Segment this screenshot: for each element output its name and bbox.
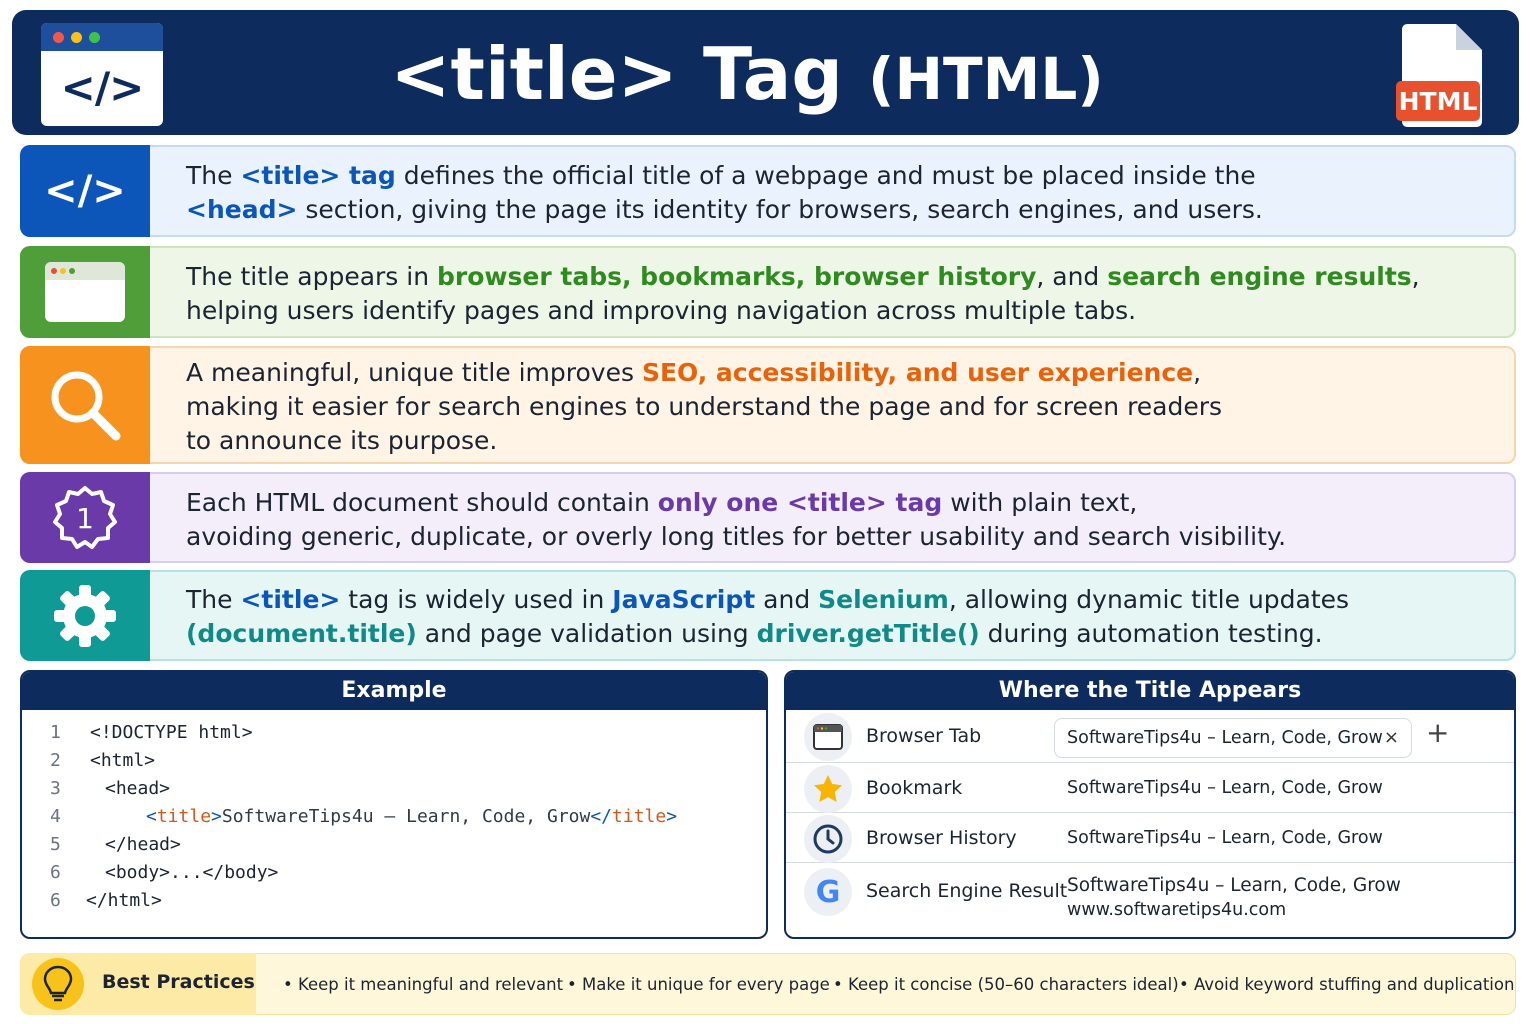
yellow-dot-icon [71,32,82,43]
info-text [186,260,1420,328]
text-seg: , allowing dynamic title updates [948,585,1350,614]
code-seg: < [146,806,157,827]
text-line: to announce its purpose. [186,426,498,455]
best-practice-item: • Keep it concise (50–60 characters ideal) [833,975,1179,994]
text-seg: and page validation using [416,619,757,648]
line-number: 2 [50,750,61,771]
code-text: </head> [105,834,181,855]
where-label: Bookmark [866,777,963,799]
star-svg [812,773,844,805]
highlight-seg: search engine results [1107,262,1412,291]
text-line: avoiding generic, duplicate, or overly long titles for better usability and search visibility. [186,522,1287,551]
best-practice-item: • Make it unique for every page [567,975,830,994]
one-badge-icon [20,472,150,563]
where-label: Browser History [866,827,1017,849]
highlight-seg: only one <title> tag [657,488,943,517]
highlight-seg: SEO, accessibility, and user experience [641,358,1194,387]
gear-icon [20,570,150,661]
code-icon-glyph: </> [44,168,126,214]
html-file-icon [1396,24,1482,127]
highlight-seg: <title> [240,585,341,614]
best-practices-title: Best Practices [102,971,255,993]
info-row-seo [20,346,1516,464]
page-title-paren: (HTML) [868,45,1104,113]
code-text: </html> [86,890,162,911]
code-seg: </ [590,806,613,827]
where-label: Search Engine Result [866,880,1068,902]
highlight-seg: browser tabs, bookmarks, browser history [437,262,1037,291]
best-practices-bar [20,953,1516,1015]
browser-tab-icon [804,713,852,761]
serp-title-link[interactable]: SoftwareTips4u – Learn, Code, Grow [1067,875,1401,896]
code-seg: title [612,806,667,827]
one-badge-number: 1 [76,501,94,535]
line-number: 5 [50,834,61,855]
green-dot-icon [89,32,100,43]
code-text: <html> [90,750,156,771]
where-row-browser-tab [786,710,1514,763]
star-icon [804,765,852,813]
red-dot-icon [53,32,64,43]
code-text: <!DOCTYPE html> [90,722,253,743]
code-text [146,806,677,827]
browser-window-svg [44,261,126,323]
highlight-seg: JavaScript [612,585,756,614]
text-seg: A meaningful, unique title improves [186,358,642,387]
info-row-where-title-appears [20,246,1516,338]
text-seg: section, giving the page its identity for browsers, search engines, and users. [297,195,1263,224]
line-number: 3 [50,778,61,799]
info-row-title-definition [20,145,1516,237]
text-seg: Each HTML document should contain [186,488,658,517]
window-titlebar [41,23,163,51]
best-practice-item: • Avoid keyword stuffing and duplication [1179,975,1515,994]
info-text [186,486,1364,554]
code-text: <body>...</body> [105,862,279,883]
highlight-seg: Selenium [818,585,949,614]
highlight-seg: (document.title) [186,619,417,648]
text-seg: , [1411,262,1420,291]
line-number: 6 [50,890,61,911]
clock-icon [804,815,852,863]
code-seg: title [156,806,212,827]
tab-close-icon[interactable]: × [1383,727,1399,748]
clock-svg [812,823,844,855]
search-icon [20,346,150,464]
browser-tab-preview[interactable] [1054,718,1412,758]
one-badge-svg [52,485,118,551]
text-seg: defines the official title of a webpage and must be placed inside the [395,161,1256,190]
text-seg: during automation testing. [979,619,1323,648]
lightbulb-svg [43,965,73,1003]
example-heading: Example [22,672,766,710]
file-badge-label: HTML [1398,87,1478,116]
where-heading: Where the Title Appears [786,672,1514,710]
where-label: Browser Tab [866,725,982,747]
best-practice-item: • Keep it meaningful and relevant [283,975,564,994]
text-line: making it easier for search engines to understand the page and for screen readers [186,392,1223,421]
page-title [312,32,1182,116]
text-seg: with plain text, [942,488,1138,517]
where-row-history [786,813,1514,863]
line-number: 1 [50,722,61,743]
page-title-main: <title> Tag [390,32,843,116]
search-svg [48,368,122,442]
example-panel [20,670,768,939]
best-practices-label-area [20,953,256,1015]
line-number: 6 [50,862,61,883]
info-row-only-one [20,472,1516,563]
where-row-bookmark [786,763,1514,813]
text-line: helping users identify pages and improving navigation across multiple tabs. [186,296,1137,325]
code-symbol: </> [60,63,144,112]
where-panel [784,670,1516,939]
where-value: SoftwareTips4u – Learn, Code, Grow [1067,828,1383,848]
google-icon [804,868,852,916]
where-value: SoftwareTips4u – Learn, Code, Grow [1067,778,1383,798]
text-seg: The [186,161,241,190]
gear-svg [52,583,118,649]
where-row-search-result [786,863,1514,939]
text-seg: , and [1036,262,1108,291]
code-window-icon [41,23,163,126]
info-row-automation [20,570,1516,661]
info-text [186,583,1364,651]
browser-window-icon [20,246,150,338]
text-seg: and [755,585,819,614]
code-seg: > [666,806,678,827]
code-icon [20,145,150,237]
line-number: 4 [50,806,61,827]
info-text [186,356,1364,458]
text-seg: The title appears in [186,262,438,291]
browser-tab-svg [813,724,843,750]
highlight-seg: driver.getTitle() [756,619,980,648]
text-seg: The [186,585,241,614]
info-text [186,159,1364,227]
code-seg: SoftwareTips4u – Learn, Code, Grow [221,806,591,827]
highlight-seg: <title> tag [240,161,396,190]
highlight-seg: <head> [186,195,298,224]
text-seg: , [1193,358,1202,387]
code-text: <head> [105,778,171,799]
google-g-glyph: G [815,874,841,910]
where-list [786,710,1514,937]
new-tab-plus-icon[interactable]: + [1426,716,1450,749]
lightbulb-icon [32,958,84,1010]
serp-url: www.softwaretips4u.com [1067,900,1287,920]
text-seg: tag is widely used in [340,585,613,614]
code-seg: > [211,806,222,827]
tab-title: SoftwareTips4u – Learn, Code, Grow [1067,728,1383,748]
header-banner [12,10,1519,135]
